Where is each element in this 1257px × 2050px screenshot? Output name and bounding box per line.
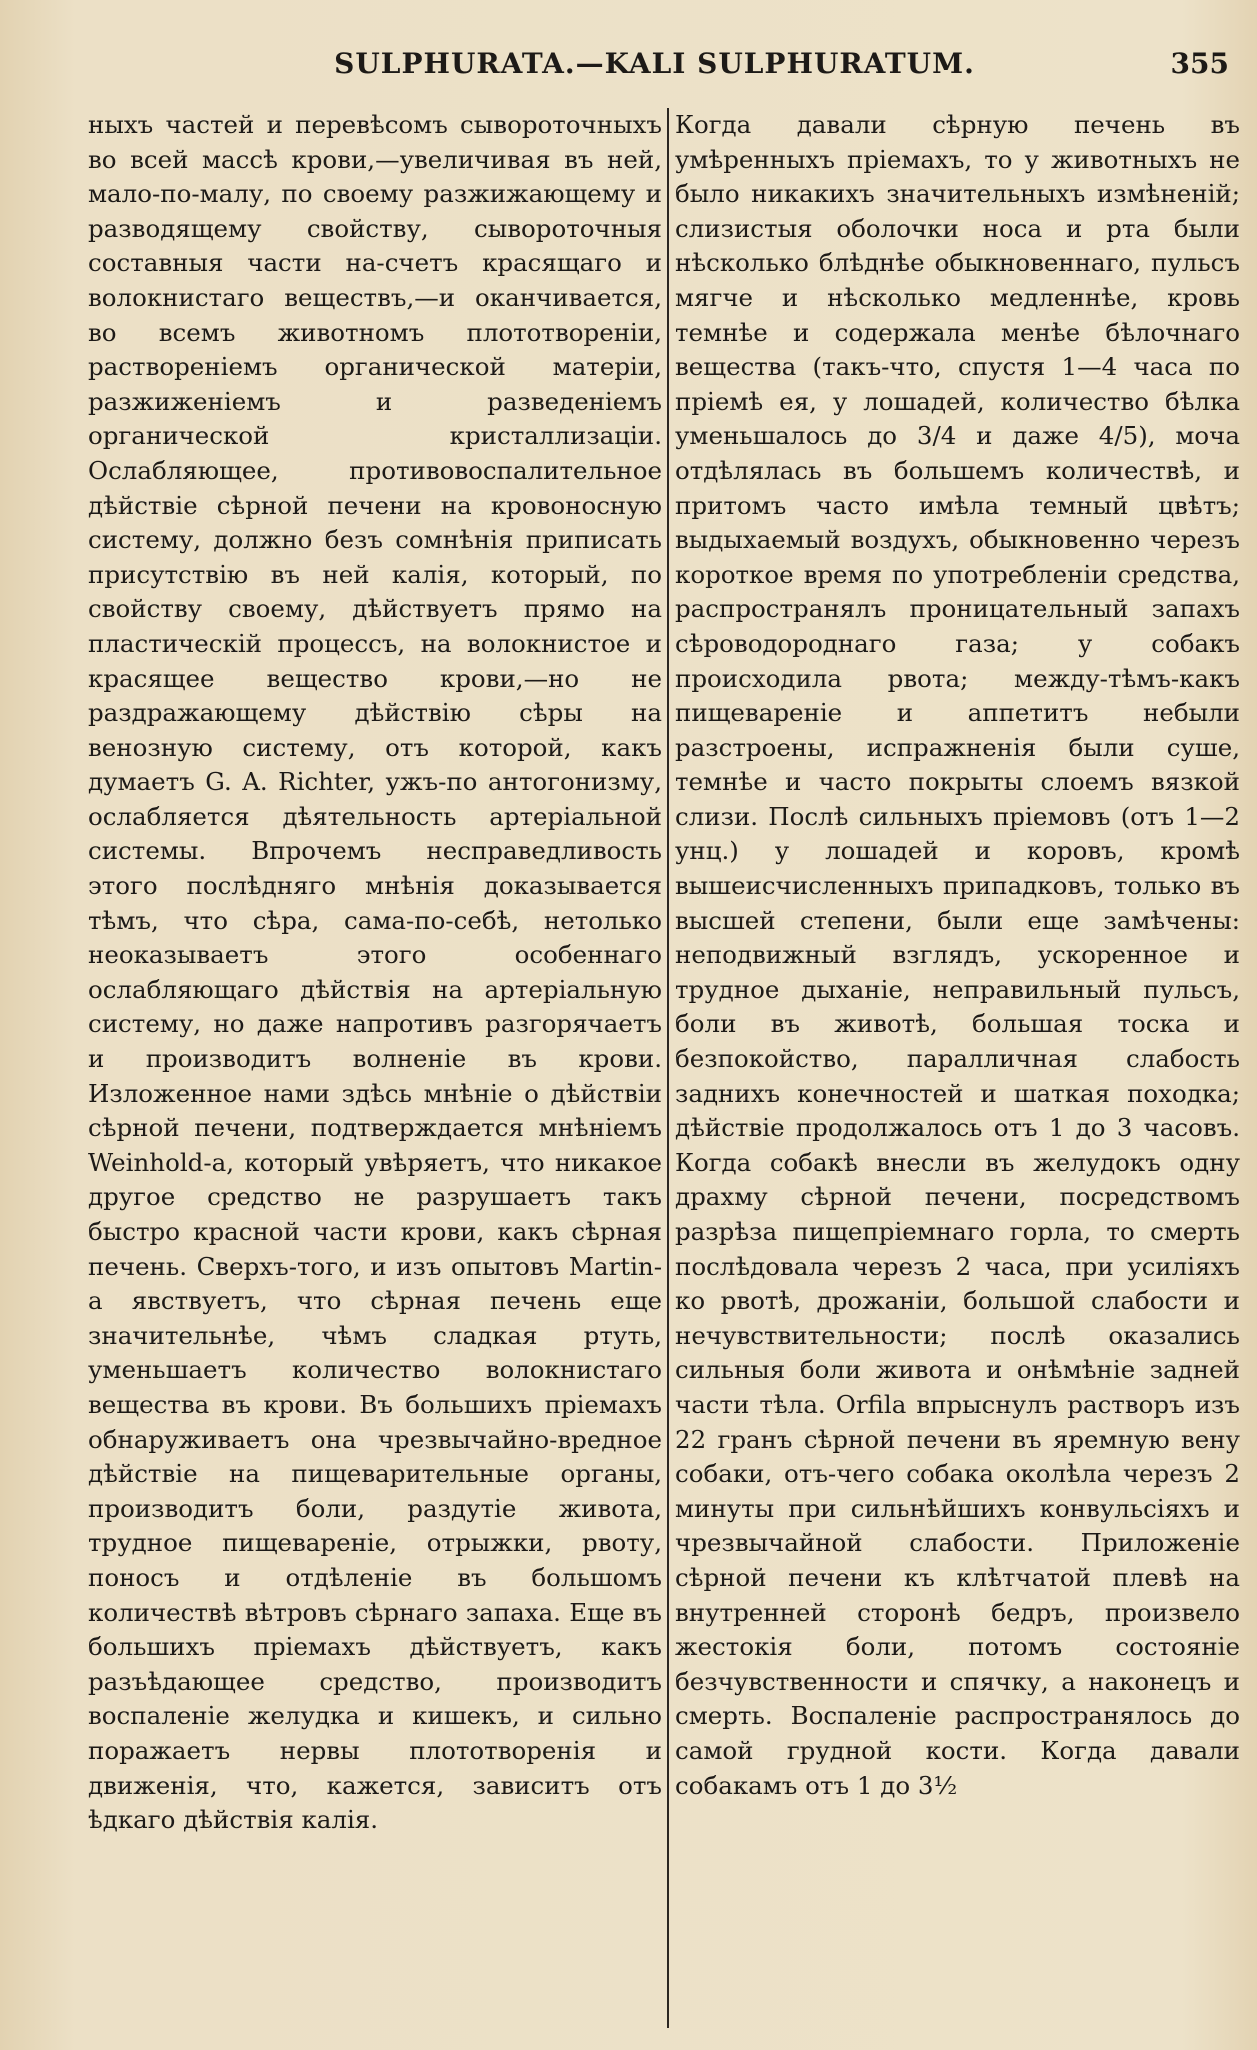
page-header bbox=[80, 40, 1229, 88]
right-column-text: Когда давали сѣрную печень въ умѣренныхъ пріемахъ, то у животныхъ не было никакихъ значительныхъ измѣненій; слизистыя оболочки носа и рта были нѣсколько блѣднѣе обыкновеннаго, пульсъ мягче и нѣсколько медленнѣе, кровь темнѣе и содержала менѣе бѣлочнаго вещества (такъ-что, спустя 1—4 часа по пріемѣ ея, у лошадей, количество бѣлка уменьшалось до 3/4 и даже 4/5), моча отдѣлялась въ большемъ количествѣ, и притомъ часто имѣла темный цвѣтъ; выдыхаемый воздухъ, обыкновенно черезъ короткое время по употребленіи средства, распространялъ проницательный запахъ сѣроводороднаго газа; у собакъ происходила рвота; между-тѣмъ-какъ пищевареніе и аппетитъ небыли разстроены, испражненія были суше, темнѣе и часто покрыты слоемъ вязкой слизи. Послѣ сильныхъ пріемовъ (отъ 1—2 унц.) у лошадей и коровъ, кромѣ вышеисчисленныхъ припадковъ, только въ высшей степени, были еще замѣчены: неподвижный взглядъ, ускоренное и трудное дыханіе, неправильный пульсъ, боли въ животѣ, большая тоска и безпокойство, паралличная слабость заднихъ конечностей и шаткая походка; дѣйствіе продолжалось отъ 1 до 3 часовъ. Когда собакѣ внесли въ желудокъ одну драхму сѣрной печени, посредствомъ разрѣза пищепріемнаго горла, то смерть послѣдовала черезъ 2 часа, при усиліяхъ ко рвотѣ, дрожаніи, большой слабости и нечувствительности; послѣ оказались сильныя боли живота и онѣмѣніе задней части тѣла. Orfila впрыснулъ растворъ изъ 22 гранъ сѣрной печени въ яремную вену собаки, отъ-чего собака околѣла черезъ 2 минуты при сильнѣйшихъ конвульсіяхъ и чрезвычайной слабости. Приложеніе сѣрной печени къ клѣтчатой плевѣ на внутренней сторонѣ бедръ, произвело жестокія боли, потомъ состояніе безчувственности и спячку, а наконецъ и смерть. Воспаленіе распространялось до самой грудной кости. Когда давали собакамъ отъ 1 до 3½ bbox=[675, 110, 1240, 1800]
running-title: SULPHURATA.—KALI SULPHURATUM. bbox=[334, 47, 975, 80]
page-number: 355 bbox=[1170, 47, 1229, 80]
right-column bbox=[675, 108, 1240, 2043]
left-column-text: ныхъ частей и перевѣсомъ сывороточныхъ во всей массѣ крови,—увеличивая въ ней, мало-по-малу, по своему разжижающему и разводящему свойству, сывороточныя составныя части на-счетъ красящаго и волокнистаго веществъ,—и оканчивается, во всемъ животномъ плототвореніи, раствореніемъ органической матеріи, разжиженіемъ и разведеніемъ органической кристаллизаціи. Ослабляющее, противовоспалительное дѣйствіе сѣрной печени на кровоносную систему, должно безъ сомнѣнія приписать присутствію въ ней калія, который, по свойству своему, дѣйствуетъ прямо на пластическій процессъ, на волокнистое и красящее вещество крови,—но не раздражающему дѣйствію сѣры на венозную систему, отъ которой, какъ думаетъ G. A. Richter, ужъ-по антогонизму, ослабляется дѣятельность артеріальной системы. Впрочемъ несправедливость этого послѣдняго мнѣнія доказывается тѣмъ, что сѣра, сама-по-себѣ, нетолько неоказываетъ этого особеннаго ослабляющаго дѣйствія на артеріальную систему, но даже напротивъ разгорячаетъ и производитъ волненіе въ крови. Изложенное нами здѣсь мнѣніе о дѣйствіи сѣрной печени, подтверждается мнѣніемъ Weinhold-a, который увѣряетъ, что никакое другое средство не разрушаетъ такъ быстро красной части крови, какъ сѣрная печень. Сверхъ-того, и изъ опытовъ Martin-a явствуетъ, что сѣрная печень еще значительнѣе, чѣмъ сладкая ртуть, уменьшаетъ количество волокнистаго вещества въ крови. Въ большихъ пріемахъ обнаруживаетъ она чрезвычайно-вредное дѣйствіе на пищеварительные органы, производитъ боли, раздутіе живота, трудное пищевареніе, отрыжки, рвоту, поносъ и отдѣленіе въ большомъ количествѣ вѣтровъ сѣрнаго запаха. Еще въ большихъ пріемахъ дѣйствуетъ, какъ разъѣдающее средство, производитъ воспаленіе желудка и кишекъ, и сильно поражаетъ нервы плототворенія и движенія, что, кажется, зависитъ отъ ѣдкаго дѣйствія калія. bbox=[88, 110, 662, 1835]
column-divider bbox=[667, 108, 669, 2028]
left-column bbox=[88, 108, 662, 2043]
